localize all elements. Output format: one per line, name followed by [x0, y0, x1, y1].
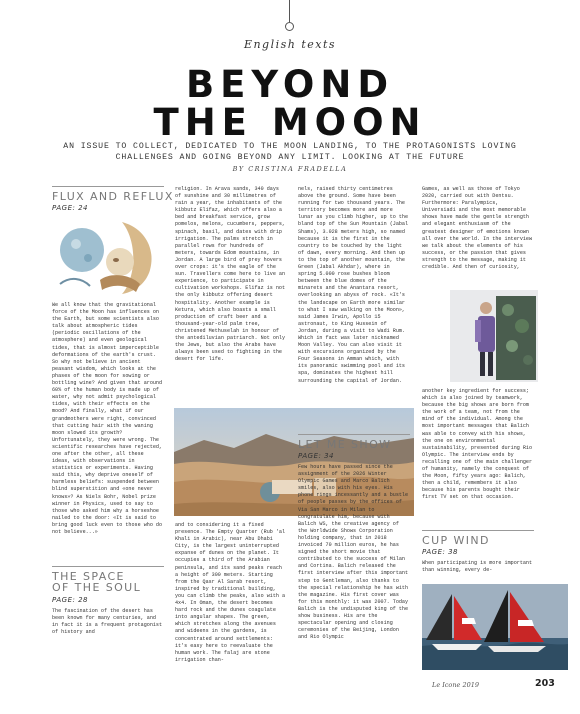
section-label: English texts [243, 38, 337, 51]
body-show-part-3: another key ingredient for success; which is also joined by teamwork, because the big shows are born from the work of a team, not from the mind of the individual. Among the most important messages that Balich was able to convey with his shows, the one on environmental sustainability, presented during Rio Olympic. The interview ends by recalling one of the main challenger of humanity, namely the conquest of the Moon, fifty years ago: Balich, then a child, remembers it also because his parents bought their first TV set on that occasion. [422, 388, 533, 501]
heading-rule [298, 434, 410, 435]
subtitle-line-1: AN ISSUE TO COLLECT, DEDICATED TO THE MOON LANDING, TO THE PROTAGONISTS LOVING [63, 142, 517, 151]
body-space: The fascination of the desert has been known for many centuries, and in fact it is a frequent protagonist of history and [52, 608, 163, 636]
page-number: 203 [535, 678, 555, 689]
heading-space-line-2: OF THE SOUL [52, 581, 142, 594]
top-ornament-line [289, 0, 290, 22]
page-ref-flux: PAGE: 24 [52, 204, 88, 212]
body-desert-part-2: and to considering it a fixed presence. The Empty Quarter (Rub 'al Khali in Arabic), near Abu Dhabi City, is the largest uninterrupted expanse of dunes on the planet. It occupies a third of the Arabian peninsula, and its sand peaks reach a height of 300 meters. Starting from the Qasr Al Sarab resort, inspired by traditional building, you can climb the peaks, also with a 4x4. In Oman, the desert becomes hard rock and the dunes coagulate into angular shapes. The green, which stretches along the avenues and wideens in the gardens, is concentrated around settlements: it's easy here to reevaluate the human work. The falaj are stone irrigation chan- [175, 522, 286, 663]
heading-space-line-1: THE SPACE [52, 570, 125, 583]
heading-flux: FLUX AND REFLUX [52, 190, 174, 203]
body-flux: We all know that the gravitational force of the Moon has influences on the Earth, but some scientists also talk about atmospheric tides (periodic oscillations of the atmosphere) and even geological tides, that is almost imperceptible deformations of the earth's crust. So why not believe in ancient peasant wisdom, which looks at the phases of the moon for sowing or bottling wine? And given that around 60% of the human body is made up of water, why not admit psychological tides, with their effects on the mood? And finally, what if our grandmothers were right, convinced that cutting hair with the waning moon slowed its growth? Unfortunately, they were wrong. The scientific researches have rejected, one after the other, all these ideas, with observations in statistics or experiments. Having said this, why deprive oneself of harmless beliefs: suspended between blind superstition and «one never knows»? As Niels Bohr, Nobel prize winner in Physics, used to say to those who asked him why a horseshoe nailed to the door: «It is said to bring good luck even to those who do not believe...» [52, 302, 163, 535]
footer-label: Le Icone 2019 [432, 681, 479, 689]
page-title [0, 63, 580, 144]
subtitle [28, 141, 552, 163]
heading-cup: CUP WIND [422, 534, 490, 547]
heading-space [52, 571, 141, 593]
heading-rule [52, 186, 164, 187]
portrait-photo [450, 290, 538, 382]
body-show: Few hours have passed since the assignment of the 2026 Winter Olympic Games and Marco Balich smiles, also with his eyes. His phone rings incessantly and a bustle of people passes by the offices of Via San Marco in Milan to congratulate him, because with Balich WS, the creative agency of the Worldwide Shows Corporation holding company, that in 2018 invoiced 70 million euros, he has signed the short movie that contributed to the success of Milan and Cortina. Balich released the first interview after this important step to Gentleman, also thanks to the special relationship he has with the magazine. His first cover was for this monthly: it was 2007. Today Balich is the undisputed king of the show business. His are the spectacular opening and closing ceremonies of the Beijing, London and Rio Olympic [298, 464, 409, 641]
sailing-photo [422, 584, 568, 670]
heading-rule [52, 566, 164, 567]
subtitle-line-2: CHALLENGES AND GOING BEYOND ANY LIMIT. LOOKING AT THE FUTURE [115, 153, 465, 162]
heading-rule [422, 530, 534, 531]
byline: BY CRISTINA FRADELLA [232, 165, 348, 173]
moon-illustration [52, 214, 164, 296]
heading-show: LET ME SHOW [298, 438, 392, 451]
page-ref-cup: PAGE: 38 [422, 548, 458, 556]
page-ref-space: PAGE: 28 [52, 596, 88, 604]
body-desert-part-1: religion. In Arava sands, 340 days of sunshine and 30 millimetres of rain a year, the inhabitants of the kibbutz Elifaz, which offers also a bed and breakfast service, grow pomelos, melons, cucumbers, peppers, spinach, basil, and dates with drip irrigation. The palms stretch in parallel rows for hundreds of meters, towards Edom mountains, in Jordan. A large bird of prey hovers over crops: it's the eagle of the sun. Travellers come here to live an experience, to participate in cultivation workshops. Elifaz is not the only kibbutz offering desert hospitality. Another example is Ketura, which also boasts a small production of craft beer and a thousand-year-old palm tree, christened Methuselah in honour of the antediluvian patriarch. Not only the Jews, but also the Arabs have always been used to fighting in the desert for life. [175, 186, 286, 363]
top-ornament-circle [285, 22, 294, 31]
body-desert-part-3: nels, raised thirty centimetres above the ground. Some have been running for two thousand years. The territory becomes more and more lunar as you climb higher, up to the bland top of the Sun Mountain (Jabal Shams), 3.028 meters high, so named because it is the first in the country to be touched by the light of dawn, every morning. And then up to the top of another mountain, the Green (Jabal Akhdar), where in spring 5.000 rose bushes bloom between the blue domes of the minarets and the Anantara resort, overlooking an abyss of rock. «It's the landscape on Earth more similar to what I saw walking on the Moon», said James Irwin, Apollo 15 astronaut, to King Hussein of Jordan, during a visit to Wadi Rum. Which in fact was later nicknamed Moon Valley. You can also visit it with excursions organized by the Four Seasons in Amman which, with its panoramic swimming pool and its spa, dominates the highest hill surrounding the capital of Jordan. [298, 186, 409, 384]
title-line-2: THE MOON [153, 101, 427, 144]
title-line-1: BEYOND [185, 63, 395, 106]
body-cup: When participating is more important than winning, every de- [422, 560, 533, 574]
page-ref-show: PAGE: 34 [298, 452, 334, 460]
body-show-part-2: Games, as well as those of Tokyo 2020, carried out with Dentsu. Furthermore: Paralympics, Universiadi and the most memorable shows have made the gentle strength and elegant enthusiasm of the greatest designer of emotions known all over the world. In the interview we talk about the elements of his success, or the passion that gives strength to the message, making it credible. And then of curiosity, [422, 186, 533, 271]
